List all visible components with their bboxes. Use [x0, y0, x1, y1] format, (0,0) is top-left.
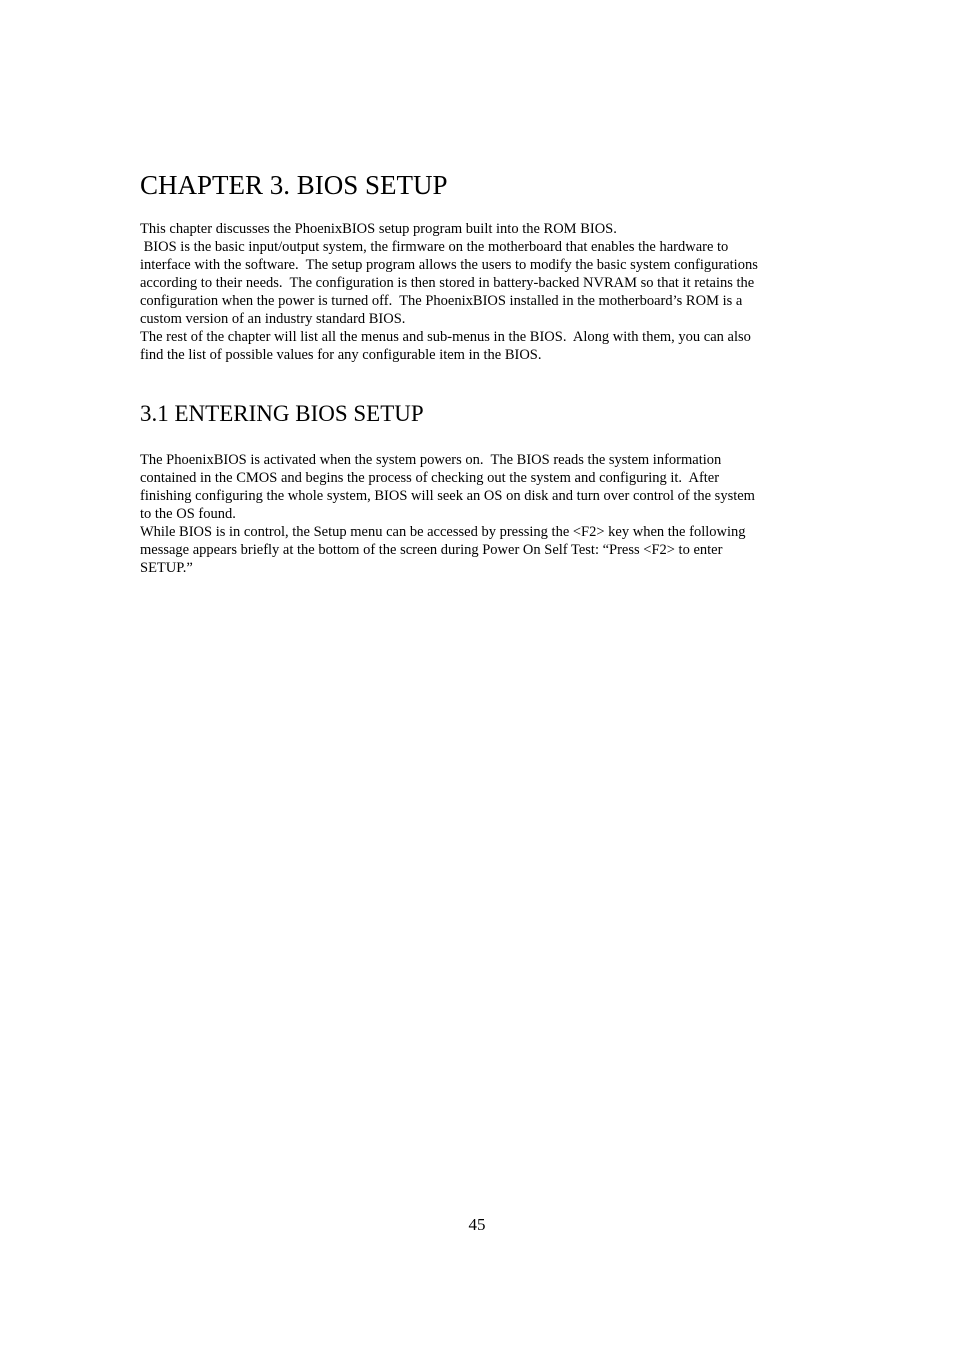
intro-line: The rest of the chapter will list all the menus and sub-menus in the BIOS. Along with them, you can also [140, 329, 751, 345]
section-line: While BIOS is in control, the Setup menu can be accessed by pressing the <F2> key when the following [140, 524, 746, 540]
intro-paragraph [140, 220, 820, 364]
section-title: 3.1 ENTERING BIOS SETUP [140, 401, 424, 426]
intro-line: This chapter discusses the PhoenixBIOS setup program built into the ROM BIOS. [140, 221, 617, 237]
chapter-title: CHAPTER 3. BIOS SETUP [140, 170, 448, 200]
page-number: 45 [468, 1215, 486, 1234]
intro-line: interface with the software. The setup program allows the users to modify the basic system configurations [140, 257, 758, 273]
section-line: message appears briefly at the bottom of the screen during Power On Self Test: “Press <F2> to enter [140, 542, 723, 558]
section-line: contained in the CMOS and begins the process of checking out the system and configuring it. After [140, 470, 720, 486]
intro-line: custom version of an industry standard BIOS. [140, 311, 406, 327]
section-line: SETUP.” [140, 560, 193, 576]
section-line: to the OS found. [140, 506, 236, 522]
intro-line: configuration when the power is turned off. The PhoenixBIOS installed in the motherboard’s ROM is a [140, 293, 743, 309]
intro-line: BIOS is the basic input/output system, the firmware on the motherboard that enables the hardware to [140, 239, 729, 255]
section-line: The PhoenixBIOS is activated when the system powers on. The BIOS reads the system information [140, 452, 722, 468]
section-paragraph [140, 451, 820, 577]
section-line: finishing configuring the whole system, BIOS will seek an OS on disk and turn over control of the system [140, 488, 755, 504]
intro-line: according to their needs. The configuration is then stored in battery-backed NVRAM so that it retains the [140, 275, 755, 291]
intro-line: find the list of possible values for any configurable item in the BIOS. [140, 347, 542, 363]
